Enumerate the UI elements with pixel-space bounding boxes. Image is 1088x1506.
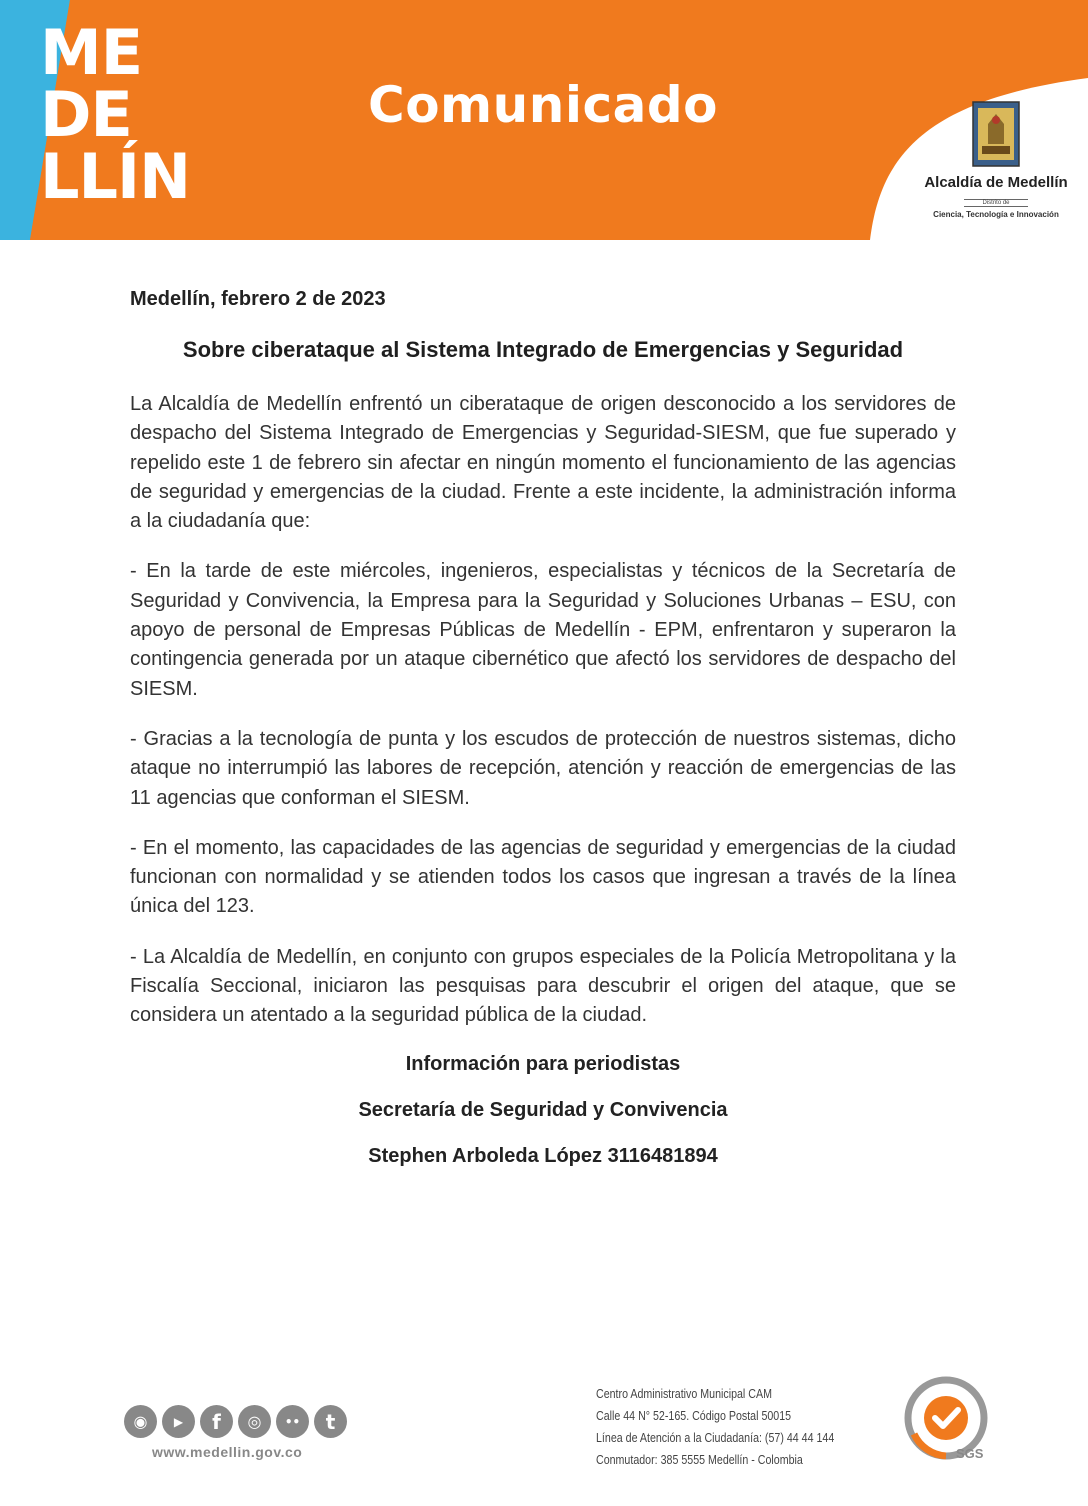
contact-heading: Información para periodistas <box>405 1052 681 1075</box>
address-block <box>596 1383 887 1471</box>
sgs-label: SGS <box>956 1446 984 1461</box>
facebook-icon[interactable] <box>200 1405 233 1438</box>
alcaldia-name: Alcaldía de Medellín <box>924 174 1068 191</box>
alcaldia-ciencia: Ciencia, Tecnología e Innovación <box>933 210 1059 219</box>
address-line-1: Centro Administrativo Municipal CAM <box>596 1386 772 1401</box>
paragraph-intro: La Alcaldía de Medellín enfrentó un ciberataque de origen desconocido a los servidores de despacho del Sistema Integrado de Emergencias y Seguridad-SIESM, que fue superado y repelido este 1 de febrero sin afectar en ningún momento el funcionamiento de las agencias de seguridad y emergencias de la ciudad. Frente a este incidente, la administración informa a la ciudadanía que: <box>130 393 956 533</box>
certification-seal-icon <box>904 1376 994 1466</box>
alcaldia-logo <box>906 100 1086 219</box>
header-title: Comunicado <box>368 76 718 134</box>
flickr-glyph: •• <box>284 1414 301 1429</box>
paragraph-bullet-1: - En la tarde de este miércoles, ingenieros, especialistas y técnicos de la Secretaría de Seguridad y Convivencia, la Empresa para la Seguridad y Soluciones Urbanas – ESU, con apoyo de personal de Empresas Públicas de Medellín - EPM, enfrentaron y superaron la contingencia generada por un ataque cibernético que afectó los servidores de despacho del SIESM. <box>130 560 956 700</box>
paragraph-bullet-4: - La Alcaldía de Medellín, en conjunto con grupos especiales de la Policía Metropolitana y la Fiscalía Seccional, iniciaron las pesquisas para descubrir el origen del ataque, que se considera un atentado a la seguridad pública de la ciudad. <box>130 945 956 1027</box>
instagram-icon[interactable] <box>238 1405 271 1438</box>
coat-of-arms-icon <box>969 100 1023 170</box>
tumblr-glyph: t <box>325 1409 336 1434</box>
website-link[interactable]: www.medellin.gov.co <box>152 1444 303 1460</box>
document-date: Medellín, febrero 2 de 2023 <box>130 288 386 310</box>
address-line-4: Conmutador: 385 5555 Medellín - Colombia <box>596 1452 803 1467</box>
flickr-icon[interactable] <box>276 1405 309 1438</box>
address-line-3: Línea de Atención a la Ciudadanía: (57) 44 44 144 <box>596 1430 835 1445</box>
paragraph-bullet-3: - En el momento, las capacidades de las agencias de seguridad y emergencias de la ciudad funcionan con normalidad y se atienden todos los casos que ingresan a través de la línea única del 123. <box>130 836 956 918</box>
facebook-glyph: f <box>212 1409 221 1434</box>
address-line-2: Calle 44 N° 52-165. Código Postal 50015 <box>596 1408 792 1423</box>
medellin-logo-line-1: ME <box>40 16 143 89</box>
instagram-glyph: ◎ <box>247 1412 262 1431</box>
rss-glyph: ◉ <box>133 1412 148 1431</box>
document-title: Sobre ciberataque al Sistema Integrado de Emergencias y Seguridad <box>182 337 904 362</box>
tumblr-icon[interactable] <box>314 1405 347 1438</box>
rss-icon[interactable] <box>124 1405 157 1438</box>
youtube-icon[interactable] <box>162 1405 195 1438</box>
social-links <box>124 1405 347 1438</box>
medellin-logo-line-3: LLÍN <box>40 140 190 213</box>
contact-person: Stephen Arboleda López 3116481894 <box>368 1144 718 1167</box>
document-body <box>130 288 956 1168</box>
medellin-logo-line-2: DE <box>40 78 132 151</box>
youtube-glyph: ▶ <box>173 1414 184 1429</box>
header-banner <box>0 0 1088 240</box>
contact-office: Secretaría de Seguridad y Convivencia <box>358 1098 728 1121</box>
sgs-certification-seal <box>904 1376 994 1471</box>
paragraph-bullet-2: - Gracias a la tecnología de punta y los escudos de protección de nuestros sistemas, dicho ataque no interrumpió las labores de recepción, atención y reacción de emergencias de las 11 agencias que conforman el SIESM. <box>130 727 956 809</box>
alcaldia-distrito: Distrito de <box>964 199 1027 207</box>
